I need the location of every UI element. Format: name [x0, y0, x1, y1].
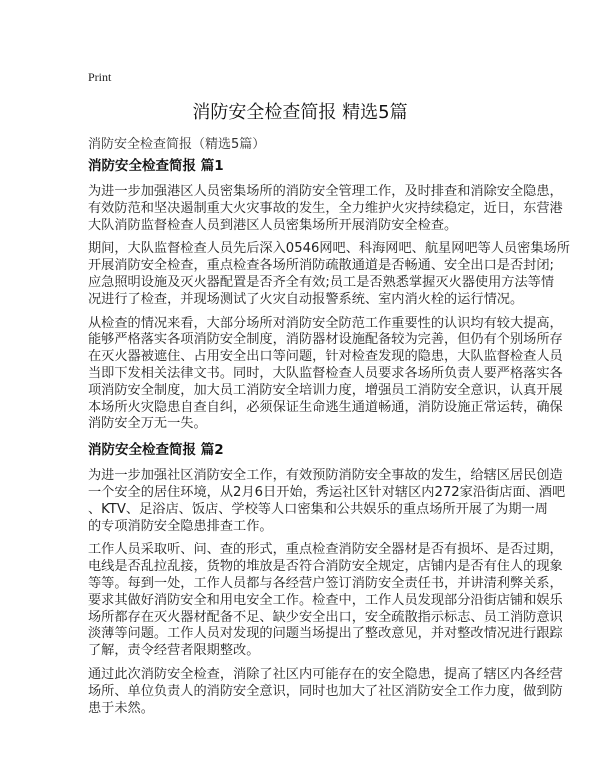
paragraph-line: 患于未然。 — [88, 700, 154, 716]
paragraph-line: 为进一步加强社区消防安全工作，有效预防消防安全事故的发生，给辖区居民创造 — [88, 468, 563, 484]
paragraph — [88, 468, 566, 535]
paragraph-line: 、KTV、足浴店、饭店、学校等人口密集和公共娱乐的重点场所开展了为期一周 — [88, 501, 548, 517]
paragraph-line: 要求其做好消防安全和用电安全工作。检查中，工作人员发现部分沿街店铺和娱乐 — [88, 592, 563, 608]
paragraph-line: 有效防范和坚决遏制重大火灾事故的发生，全力维护火灾持续稳定，近日，东营港 — [88, 200, 563, 216]
paragraph — [88, 666, 563, 717]
paragraph — [88, 315, 563, 434]
paragraph-line: 场所、单位负责人的消防安全意识，同时也加大了社区消防安全工作力度，做到防 — [88, 683, 563, 699]
section-heading: 消防安全检查简报 篇2 — [88, 442, 224, 459]
paragraph — [88, 542, 563, 660]
section-heading: 消防安全检查简报 篇1 — [88, 158, 224, 174]
paragraph-line: 开展消防安全检查，重点检查各场所消防疏散通道是否畅通、安全出口是否封闭; — [88, 258, 555, 274]
paragraph-line: 大队消防监督检查人员到港区人员密集场所开展消防安全检查。 — [88, 217, 458, 233]
paragraph-line: 为进一步加强港区人员密集场所的消防安全管理工作，及时排查和消除安全隐患， — [88, 184, 563, 199]
paragraph-line: 工作人员采取听、问、查的形式，重点检查消防安全器材是否有损坏、是否过期， — [88, 542, 563, 558]
document-body — [88, 158, 570, 724]
paragraph-line: 了解，责令经营者限期整改。 — [88, 643, 260, 659]
paragraph-line: 一个安全的居住环境，从2月6日开始，秀运社区针对辖区内272家沿街店面、酒吧 — [88, 484, 566, 500]
document-subtitle: 消防安全检查简报（精选5篇） — [88, 137, 266, 152]
paragraph-line: 应急照明设施及灭火器配置是否齐全有效;员工是否熟悉掌握灭火器使用方法等情 — [88, 274, 555, 290]
paragraph-line: 场所都存在灭火器材配备不足、缺少安全出口，安全疏散指示标志、员工消防意识 — [88, 609, 563, 625]
paragraph-line: 的专项消防安全隐患排查工作。 — [88, 518, 273, 534]
paragraph-line: 从检查的情况来看，大部分场所对消防安全防范工作重要性的认识均有较大提高， — [88, 315, 563, 331]
paragraph-line: 项消防安全制度，加大员工消防安全培训力度，增强员工消防安全意识，认真开展 — [88, 382, 563, 398]
paragraph-line: 况进行了检查，并现场测试了火灾自动报警系统、室内消火栓的运行情况。 — [88, 291, 524, 307]
paragraph-line: 等等。每到一处，工作人员都与各经营户签订消防安全责任书，并讲清利弊关系， — [88, 575, 563, 591]
print-link[interactable]: Print — [88, 70, 112, 84]
paragraph-line: 本场所火灾隐患自查自纠，必须保证生命逃生通道畅通，消防设施正常运转，确保 — [88, 399, 563, 415]
paragraph — [88, 241, 570, 308]
paragraph-line: 消防安全万无一失。 — [88, 416, 207, 432]
page-title: 消防安全检查简报 精选5篇 — [192, 102, 408, 123]
paragraph-line: 淡薄等问题。工作人员对发现的问题当场提出了整改意见，并对整改情况进行跟踪 — [88, 626, 563, 642]
paragraph — [88, 184, 563, 234]
paragraph-line: 能够严格落实各项消防安全制度，消防器材设施配备较为完善，但仍有个别场所存 — [88, 332, 563, 348]
paragraph-line: 期间，大队监督检查人员先后深入0546网吧、科海网吧、航星网吧等人员密集场所 — [88, 241, 570, 257]
paragraph-line: 电线是否乱拉乱接，货物的堆放是否符合消防安全规定，店铺内是否有住人的现象 — [88, 559, 563, 575]
paragraph-line: 在灭火器被遮住、占用安全出口等问题，针对检查发现的隐患，大队监督检查人员 — [88, 349, 563, 365]
paragraph-line: 通过此次消防安全检查，消除了社区内可能存在的安全隐患，提高了辖区内各经营 — [88, 666, 563, 682]
paragraph-line: 当即下发相关法律文书。同时，大队监督检查人员要求各场所负责人要严格落实各 — [88, 365, 563, 381]
